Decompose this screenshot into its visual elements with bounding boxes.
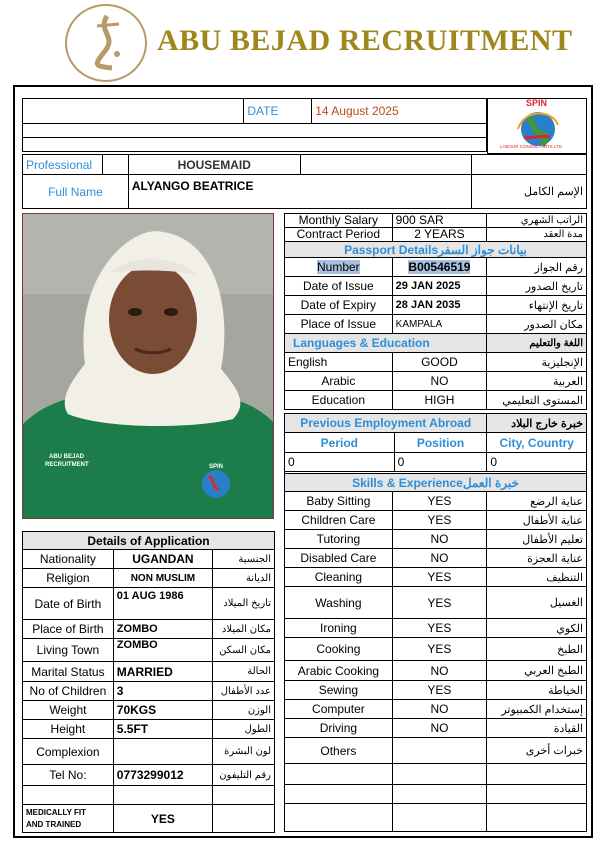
passport-number-label: Number (316, 260, 360, 274)
right-details-table (284, 213, 587, 410)
app-ar: الحالة (213, 662, 275, 682)
app-label: Date of Birth (23, 588, 114, 620)
salary-value: 900 SAR (392, 214, 487, 228)
candidate-photo (22, 213, 274, 519)
skill-label: Computer (285, 700, 393, 719)
app-label: Height (23, 720, 114, 739)
education-ar: المستوى التعليمي (487, 391, 587, 410)
skill-value: YES (392, 568, 486, 587)
app-ar: رقم التليفون (213, 765, 275, 786)
spin-text: SPIN (526, 98, 548, 108)
skill-value: NO (392, 700, 486, 719)
skill-ar: الغسيل (487, 587, 587, 619)
employment-title-ar: خبرة خارج البلاد (487, 414, 587, 433)
spin-logo (487, 98, 587, 154)
skill-ar: عناية الأطفال (487, 511, 587, 530)
education-value: HIGH (392, 391, 487, 410)
shirt-badge: SPIN (209, 464, 224, 470)
app-label: Complexion (23, 739, 114, 765)
skill-label: Children Care (285, 511, 393, 530)
company-logo (65, 4, 147, 82)
issue-date-value: 29 JAN 2025 (392, 277, 487, 296)
application-title: Details of Application (23, 532, 275, 550)
employment-header-location: City, Country (487, 433, 587, 453)
app-ar: عدد الأطفال (213, 682, 275, 701)
skill-value: YES (392, 681, 486, 700)
employment-title: Previous Employment Abroad (285, 414, 487, 433)
skill-label: Tutoring (285, 530, 393, 549)
skills-title: Skills & Experienceخبرة العمل (285, 474, 587, 492)
app-ar: مكان السكن (213, 639, 275, 662)
contract-label: Contract Period (285, 228, 393, 242)
app-label: No of Children (23, 682, 114, 701)
languages-title: Languages & Education (285, 334, 487, 353)
brand-title: ABU BEJAD RECRUITMENT (157, 24, 573, 57)
app-label: Tel No: (23, 765, 114, 786)
skill-ar: تعليم الأطفال (487, 530, 587, 549)
app-label: Weight (23, 701, 114, 720)
app-value: 0773299012 (113, 765, 212, 786)
skill-label: Others (285, 738, 393, 764)
contract-ar: مدة العقد (487, 228, 587, 242)
medical-label (23, 805, 114, 833)
skill-ar: الطبخ (487, 638, 587, 661)
medical-label-line-2: AND TRAINED (26, 819, 82, 829)
expiry-date-value: 28 JAN 2035 (392, 296, 487, 315)
skill-ar: إستخدام الكمبيوتر (487, 700, 587, 719)
salary-label: Monthly Salary (285, 214, 393, 228)
app-ar: تاريخ الميلاد (213, 588, 275, 620)
medical-value: YES (113, 805, 212, 833)
shirt-text-1: ABU BEJAD (49, 454, 85, 460)
fullname-value: ALYANGO BEATRICE (128, 175, 471, 209)
app-label: Place of Birth (23, 620, 114, 639)
calligraphy-logo-icon (67, 6, 145, 80)
english-value: GOOD (392, 353, 487, 372)
arabic-label: Arabic (285, 372, 393, 391)
expiry-date-ar: تاريخ الإنتهاء (487, 296, 587, 315)
app-value: NON MUSLIM (113, 569, 212, 588)
salary-ar: الراتب الشهري (487, 214, 587, 228)
skill-value (392, 738, 486, 764)
skill-value: YES (392, 511, 486, 530)
top-info-table (22, 98, 487, 152)
issue-place-label: Place of Issue (285, 315, 393, 334)
skill-label: Arabic Cooking (285, 661, 393, 681)
skill-value: NO (392, 719, 486, 738)
app-ar: الطول (213, 720, 275, 739)
english-label: English (285, 353, 393, 372)
spin-subtitle: LABOUR CONSULTANTS LTD (500, 144, 563, 149)
employment-header-position: Position (394, 433, 487, 453)
skill-label: Sewing (285, 681, 393, 700)
skill-label: Baby Sitting (285, 492, 393, 511)
app-value: 3 (113, 682, 212, 701)
app-value: UGANDAN (113, 550, 212, 569)
app-ar: مكان الميلاد (213, 620, 275, 639)
app-ar: الجنسية (213, 550, 275, 569)
app-label: Marital Status (23, 662, 114, 682)
app-value: ZOMBO (113, 620, 212, 639)
skill-ar: التنظيف (487, 568, 587, 587)
arabic-ar: العربية (487, 372, 587, 391)
app-ar: لون البشرة (213, 739, 275, 765)
portrait-image (23, 214, 274, 519)
app-value: MARRIED (113, 662, 212, 682)
passport-number-ar: رقم الجواز (487, 258, 587, 277)
skill-ar: الطبخ العربي (487, 661, 587, 681)
employment-location-value: 0 (487, 453, 587, 472)
employment-position-value: 0 (394, 453, 487, 472)
skill-ar: القيادة (487, 719, 587, 738)
shirt-text-2: RECRUITMENT (45, 462, 89, 468)
app-ar: الوزن (213, 701, 275, 720)
skill-ar: الخياطة (487, 681, 587, 700)
arabic-value: NO (392, 372, 487, 391)
skill-label: Driving (285, 719, 393, 738)
english-ar: الإنجليزية (487, 353, 587, 372)
education-label: Education (285, 391, 393, 410)
application-table (22, 531, 275, 833)
fullname-label: Full Name (23, 175, 129, 209)
employment-header-period: Period (285, 433, 395, 453)
skill-value: NO (392, 661, 486, 681)
professional-value: HOUSEMAID (128, 155, 300, 175)
skills-table (284, 473, 587, 832)
issue-place-ar: مكان الصدور (487, 315, 587, 334)
contract-value: 2 YEARS (392, 228, 487, 242)
issue-place-value: KAMPALA (392, 315, 487, 334)
medical-label-line-1: MEDICALLY FIT (26, 807, 87, 817)
app-value: 01 AUG 1986 (113, 588, 212, 620)
date-label: DATE (244, 99, 312, 124)
app-ar: الديانة (213, 569, 275, 588)
issue-date-label: Date of Issue (285, 277, 393, 296)
skill-value: YES (392, 619, 486, 638)
skill-ar: خبرات أخرى (487, 738, 587, 764)
skill-value: YES (392, 638, 486, 661)
app-value: ZOMBO (113, 639, 212, 662)
app-label: Religion (23, 569, 114, 588)
professional-label: Professional (23, 155, 103, 175)
skill-value: YES (392, 587, 486, 619)
skill-ar: عناية الرضع (487, 492, 587, 511)
app-value: 70KGS (113, 701, 212, 720)
skill-label: Ironing (285, 619, 393, 638)
employment-period-value: 0 (285, 453, 395, 472)
expiry-date-label: Date of Expiry (285, 296, 393, 315)
issue-date-ar: تاريخ الصدور (487, 277, 587, 296)
skill-value: YES (392, 492, 486, 511)
skill-label: Disabled Care (285, 549, 393, 568)
skill-ar: الكوي (487, 619, 587, 638)
professional-table (22, 154, 587, 209)
skill-value: NO (392, 549, 486, 568)
skill-label: Cooking (285, 638, 393, 661)
app-label: Nationality (23, 550, 114, 569)
skill-label: Cleaning (285, 568, 393, 587)
passport-title: Passport Detailsبيانات جواز السفر (285, 242, 587, 258)
languages-title-ar: اللغة والتعليم (487, 334, 587, 353)
skill-ar: عناية العجزة (487, 549, 587, 568)
skill-value: NO (392, 530, 486, 549)
app-value: 5.5FT (113, 720, 212, 739)
skill-label: Washing (285, 587, 393, 619)
app-value (113, 739, 212, 765)
fullname-ar: الإسم الكامل (472, 175, 587, 209)
app-label: Living Town (23, 639, 114, 662)
date-value: 14 August 2025 (312, 99, 487, 124)
passport-number-value: B00546519 (408, 260, 471, 274)
